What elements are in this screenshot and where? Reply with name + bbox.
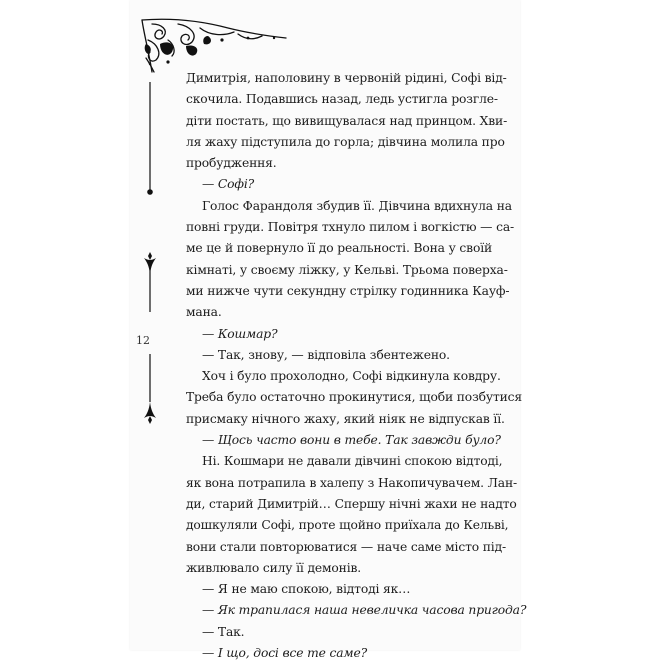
margin-rule: [142, 82, 158, 442]
text-line: діти постать, що вивищувалася над принцом. Хви-: [186, 113, 508, 128]
text-line: Димитрія, наполовину в червоній рідині, Софі від-: [186, 71, 507, 85]
text-line: Треба було остаточно прокинутися, щоби позбутися: [186, 390, 523, 405]
text-line: присмаку нічного жаху, який ніяк не відпускав її.: [186, 411, 505, 426]
text-line: ля жаху підступила до горла; дівчина молила про: [186, 134, 505, 149]
body-text: [186, 68, 527, 664]
text-line: мана.: [186, 305, 222, 320]
text-line: дошкуляли Софі, проте щойно приїхала до Кельві,: [186, 518, 509, 533]
text-line: як вона потрапила в халепу з Накопичувачем. Лан-: [186, 475, 517, 490]
text-line: Хоч і було прохолодно, Софі відкинула ковдру.: [202, 369, 501, 384]
text-line: — Я не маю спокою, відтоді як…: [202, 582, 411, 597]
text-line: — Софі?: [202, 177, 255, 192]
text-line: — Кошмар?: [202, 326, 278, 341]
text-line: — Як трапилася наша невеличка часова пригода?: [202, 603, 527, 618]
text-line: живлювало силу її демонів.: [186, 560, 362, 575]
text-line: пробудження.: [186, 156, 277, 171]
text-line: вони стали повторюватися — наче саме місто під-: [186, 539, 507, 554]
corner-flourish-icon: [138, 14, 288, 74]
text-line: повні груди. Повітря тхнуло пилом і вогкістю — са-: [186, 220, 515, 235]
text-line: ми нижче чути секундну стрілку годинника Кауф-: [186, 283, 510, 298]
text-line: — І що, досі все те саме?: [202, 646, 368, 661]
text-line: скочила. Подавшись назад, ледь устигла розгле-: [186, 92, 498, 107]
text-line: Ні. Кошмари не давали дівчині спокою відтоді,: [202, 454, 503, 469]
text-line: кімнаті, у своєму ліжку, у Кельві. Трьома поверха-: [186, 262, 508, 277]
text-line: ди, старий Димитрій… Спершу нічні жахи не надто: [186, 496, 517, 511]
page-number: 12: [136, 334, 150, 347]
text-line: ме це й повернуло її до реальності. Вона у своїй: [186, 241, 493, 256]
text-line: — Так.: [202, 624, 245, 639]
text-line: — Щось часто вони в тебе. Так завжди було?: [202, 433, 501, 448]
text-line: Голос Фарандоля збудив її. Дівчина вдихнула на: [202, 198, 512, 213]
text-line: — Так, знову, — відповіла збентежено.: [202, 347, 450, 362]
